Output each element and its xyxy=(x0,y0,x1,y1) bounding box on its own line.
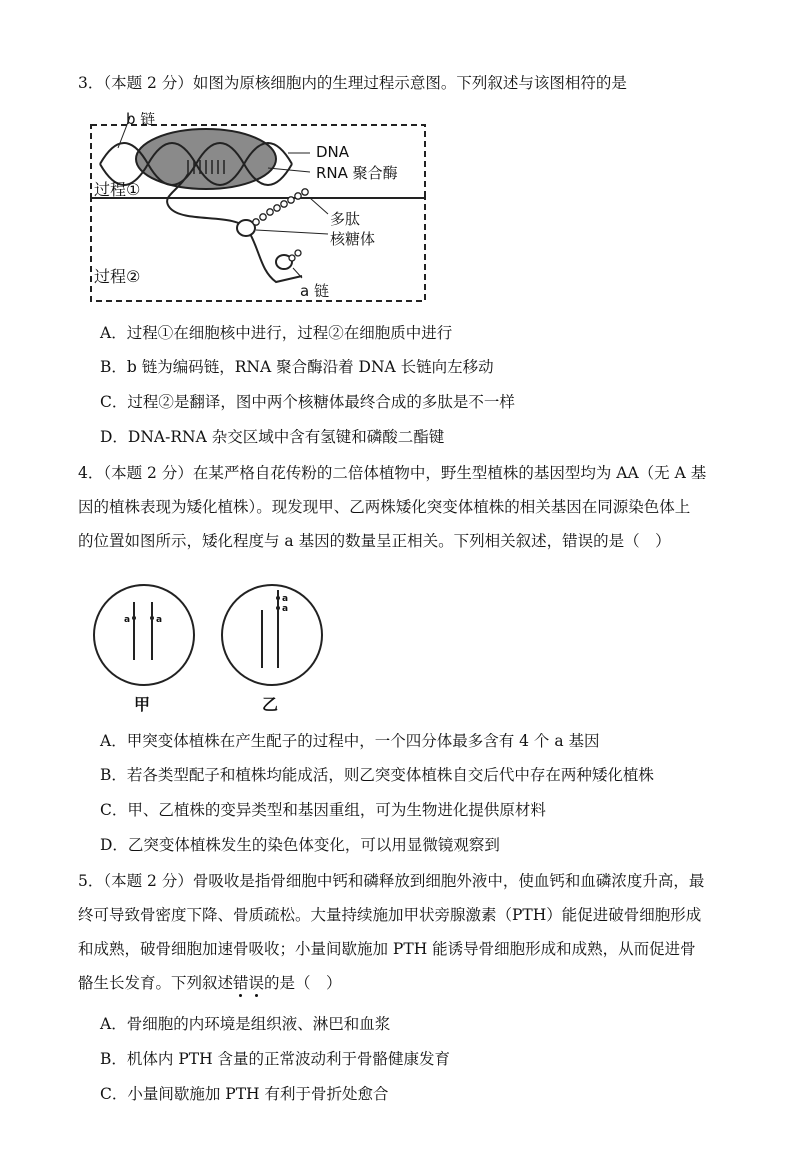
q5-stem-suffix: 的是（ ） xyxy=(264,974,342,992)
q3-option-c: C．过程②是翻译，图中两个核糖体最终合成的多肽是不一样 xyxy=(100,393,515,411)
q4-jia-gene-a-right: a xyxy=(156,615,163,625)
q3-option-a: A．过程①在细胞核中进行，过程②在细胞质中进行 xyxy=(100,324,453,342)
q4-stem-line3: 的位置如图所示，矮化程度与 a 基因的数量呈正相关。下列相关叙述，错误的是（ ） xyxy=(78,532,671,550)
q4-option-c: C．甲、乙植株的变异类型和基因重组，可为生物进化提供原材料 xyxy=(100,801,546,819)
q5-stem-line2: 终可导致骨密度下降、骨质疏松。大量持续施加甲状旁腺激素（PTH）能促进破骨细胞形成 xyxy=(78,906,702,924)
q3-label-process2: 过程② xyxy=(94,267,141,286)
q5-emphasis-cuo: 错 xyxy=(233,974,249,992)
q3-option-b: B．b 链为编码链，RNA 聚合酶沿着 DNA 长链向左移动 xyxy=(100,358,494,376)
q4-label-yi: 乙 xyxy=(262,695,279,714)
q3-figure xyxy=(88,112,433,304)
q4-label-jia: 甲 xyxy=(134,695,151,714)
q5-stem-prefix: 骼生长发育。下列叙述 xyxy=(78,974,234,992)
q3-label-dna: DNA xyxy=(316,143,350,161)
q4-yi-gene-a-1: a xyxy=(282,594,289,604)
q5-option-c: C．小量间歇施加 PTH 有利于骨折处愈合 xyxy=(100,1085,389,1103)
q3-label-a-chain: a 链 xyxy=(300,282,329,300)
q3-label-ribosome: 核糖体 xyxy=(330,230,376,248)
q3-stem: 3．（本题 2 分）如图为原核细胞内的生理过程示意图。下列叙述与该图相符的是 xyxy=(78,74,627,92)
q3-label-b-chain: b 链 xyxy=(126,112,156,128)
q4-stem-line1: 4．（本题 2 分）在某严格自花传粉的二倍体植物中，野生型植株的基因型均为 AA（无 A 基 xyxy=(78,464,707,482)
q5-option-b: B．机体内 PTH 含量的正常波动利于骨骼健康发育 xyxy=(100,1050,451,1068)
q5-stem-line4 xyxy=(78,972,342,994)
q5-stem-line3: 和成熟，破骨细胞加速骨吸收；小量间歇施加 PTH 能诱导骨细胞形成和成熟，从而促进骨 xyxy=(78,940,696,958)
q3-label-process1: 过程① xyxy=(94,180,141,199)
q4-yi-gene-a-2: a xyxy=(282,604,289,614)
q4-figure xyxy=(92,580,332,730)
q4-option-b: B．若各类型配子和植株均能成活，则乙突变体植株自交后代中存在两种矮化植株 xyxy=(100,766,654,784)
q3-label-rna-polymerase: RNA 聚合酶 xyxy=(316,164,398,182)
q5-stem-line1: 5．（本题 2 分）骨吸收是指骨细胞中钙和磷释放到细胞外液中，使血钙和血磷浓度升高，最 xyxy=(78,872,705,890)
q4-stem-line2: 因的植株表现为矮化植株）。现发现甲、乙两株矮化突变体植株的相关基因在同源染色体上 xyxy=(78,498,691,516)
q4-jia-gene-a-left: a xyxy=(124,615,131,625)
q4-option-a: A．甲突变体植株在产生配子的过程中，一个四分体最多含有 4 个 a 基因 xyxy=(100,732,600,750)
q5-option-a: A．骨细胞的内环境是组织液、淋巴和血浆 xyxy=(100,1015,391,1033)
q5-emphasis-wu: 误 xyxy=(248,974,265,992)
q3-label-peptide: 多肽 xyxy=(330,210,361,228)
q4-option-d: D．乙突变体植株发生的染色体变化，可以用显微镜观察到 xyxy=(100,836,500,854)
q3-option-d: D．DNA-RNA 杂交区域中含有氢键和磷酸二酯键 xyxy=(100,428,445,446)
